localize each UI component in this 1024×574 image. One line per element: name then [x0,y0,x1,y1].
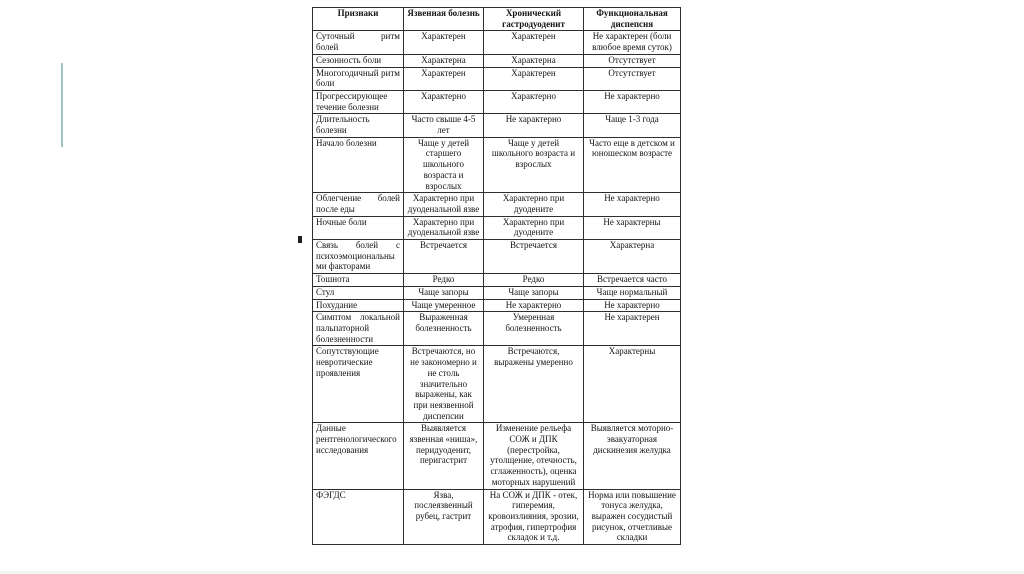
value-cell: На СОЖ и ДПК - отек, гиперемия, кровоизлияния, эрозии, атрофия, гипертрофия складок и т.д. [484,489,584,545]
value-cell: Встречается часто [584,274,681,287]
column-header-ulcer: Язвенная болезнь [404,8,484,31]
feature-cell: Длительность болезни [313,114,404,137]
feature-cell: Многогодичный ритм боли [313,67,404,90]
table-body [313,31,681,545]
feature-cell: Тошнота [313,274,404,287]
value-cell: Отсутствует [584,54,681,67]
feature-cell: Облегчение болей после еды [313,193,404,216]
value-cell: Чаще умеренное [404,299,484,312]
table-row [313,489,681,545]
value-cell: Умеренная болезненность [484,312,584,346]
value-cell: Характерно [484,90,584,113]
column-header-gastroduodenitis: Хронический гастродуоденит [484,8,584,31]
value-cell: Не характерен (боли влюбое время суток) [584,31,681,54]
feature-cell: ФЭГДС [313,489,404,545]
value-cell: Редко [484,274,584,287]
feature-cell: Сезонность боли [313,54,404,67]
value-cell: Выраженная болезненность [404,312,484,346]
comparison-table [312,7,681,545]
value-cell: Отсутствует [584,67,681,90]
value-cell: Не характерны [584,216,681,239]
value-cell: Не характерно [584,193,681,216]
value-cell: Выявляется моторно-эвакуаторная дискинезия желудка [584,423,681,489]
feature-cell: Сопутствующие невротические проявления [313,346,404,423]
table-row [313,274,681,287]
table-row [313,54,681,67]
value-cell: Редко [404,274,484,287]
value-cell: Характерна [584,240,681,274]
value-cell: Встречается [484,240,584,274]
accent-line-decoration [61,63,63,147]
value-cell: Чаще запоры [484,286,584,299]
value-cell: Характерен [484,67,584,90]
table-row [313,346,681,423]
value-cell: Чаще у детей школьного возраста и взрослых [484,137,584,193]
value-cell: Характерен [404,31,484,54]
table-row [313,137,681,193]
table-row [313,240,681,274]
table-row [313,312,681,346]
value-cell: Язва, послеязвенный рубец, гастрит [404,489,484,545]
text-cursor-mark [298,236,302,243]
value-cell: Характерна [404,54,484,67]
feature-cell: Стул [313,286,404,299]
value-cell: Не характерно [484,114,584,137]
value-cell: Характерен [404,67,484,90]
value-cell: Не характерен [584,312,681,346]
value-cell: Не характерно [484,299,584,312]
feature-cell: Прогрессирующее течение болезни [313,90,404,113]
value-cell: Изменение рельефа СОЖ и ДПК (перестройка, утолщение, отечность, сглаженность), оценка моторных нарушений [484,423,584,489]
feature-cell: Данные рентгенологического исследования [313,423,404,489]
feature-cell: Симптом локальной пальпаторной болезненности [313,312,404,346]
table-row [313,193,681,216]
table-row [313,286,681,299]
table-row [313,67,681,90]
feature-cell: Суточный ритм болей [313,31,404,54]
column-header-feature: Признаки [313,8,404,31]
value-cell: Встречаются, но не закономерно и не столь значительно выражены, как при неязвенной диспепсии [404,346,484,423]
value-cell: Характерно [404,90,484,113]
value-cell: Характерен [484,31,584,54]
table-header-row [313,8,681,31]
column-header-dyspepsia: Функциональная диспепсия [584,8,681,31]
value-cell: Характерно при дуодените [484,193,584,216]
value-cell: Чаще нормальный [584,286,681,299]
value-cell: Часто свыше 4-5 лет [404,114,484,137]
value-cell: Чаще у детей старшего школьного возраста и взрослых [404,137,484,193]
table-row [313,423,681,489]
table-row [313,216,681,239]
feature-cell: Связь болей с психоэмоциональными факторами [313,240,404,274]
value-cell: Характерны [584,346,681,423]
value-cell: Не характерно [584,90,681,113]
value-cell: Норма или повышение тонуса желудка, выражен сосудистый рисунок, отчетливые складки [584,489,681,545]
table-row [313,299,681,312]
feature-cell: Начало болезни [313,137,404,193]
value-cell: Встречаются, выражены умеренно [484,346,584,423]
value-cell: Характерно при дуоденальной язве [404,216,484,239]
value-cell: Характерно при дуодените [484,216,584,239]
value-cell: Характерно при дуоденальной язве [404,193,484,216]
value-cell: Выявляется язвенная «ниша», перидуоденит, перигастрит [404,423,484,489]
table-row [313,114,681,137]
value-cell: Чаще 1-3 года [584,114,681,137]
value-cell: Чаще запоры [404,286,484,299]
value-cell: Часто еще в детском и юношеском возрасте [584,137,681,193]
value-cell: Встречается [404,240,484,274]
value-cell: Не характерно [584,299,681,312]
table-row [313,90,681,113]
feature-cell: Ночные боли [313,216,404,239]
feature-cell: Похудание [313,299,404,312]
value-cell: Характерна [484,54,584,67]
table-row [313,31,681,54]
